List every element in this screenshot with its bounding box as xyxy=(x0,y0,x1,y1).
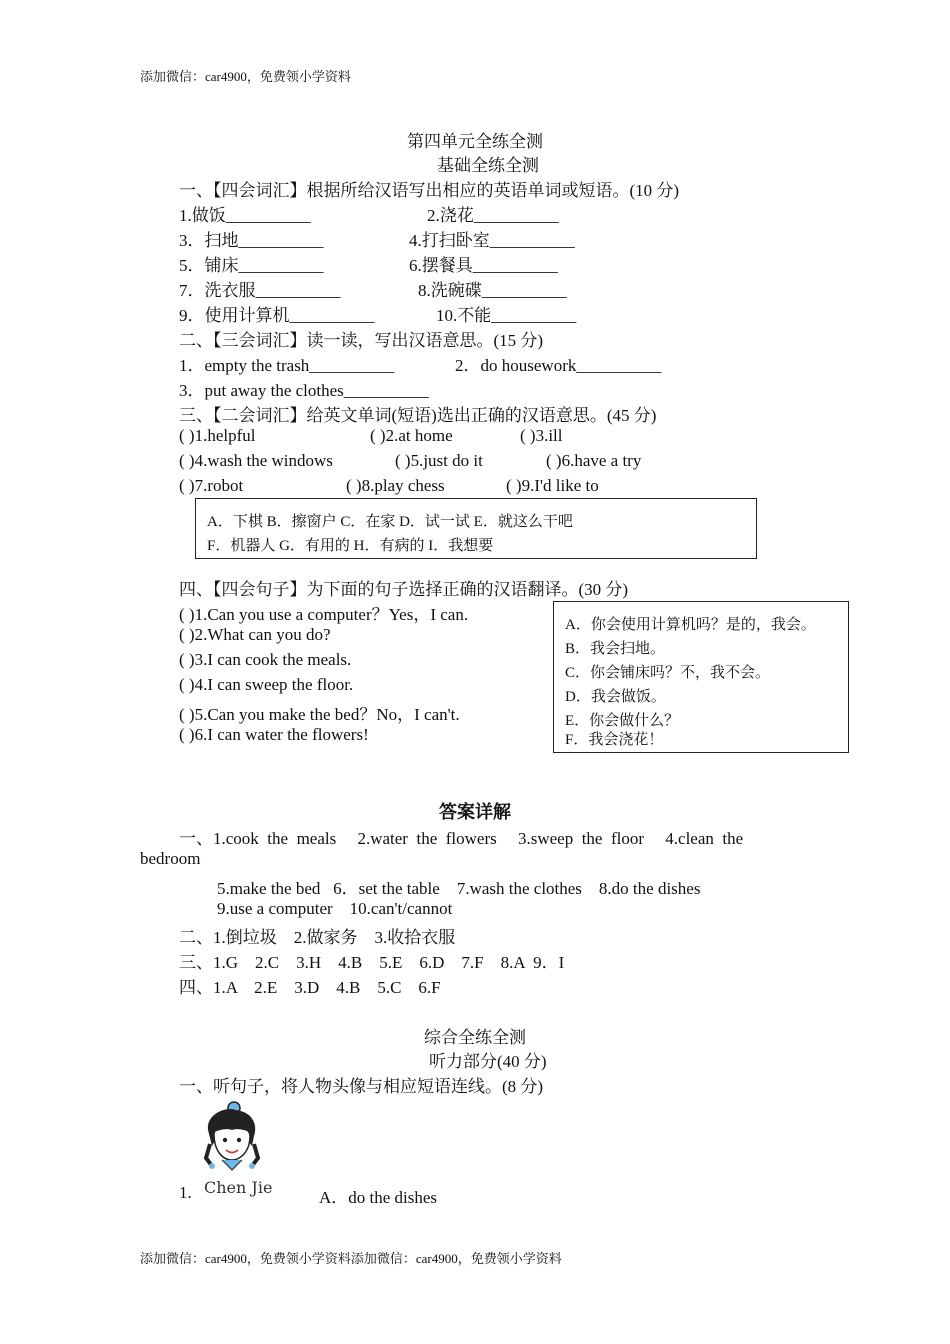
answers-line: bedroom xyxy=(140,849,201,868)
section1-item: 7．洗衣服__________ xyxy=(179,281,341,300)
part2-subtitle: 听力部分(40 分) xyxy=(429,1052,547,1071)
section1-item: 2.浇花__________ xyxy=(427,206,559,225)
girl-avatar-icon xyxy=(196,1100,268,1172)
section4-item: ( )4.I can sweep the floor. xyxy=(179,675,354,694)
avatar-chen-jie xyxy=(196,1100,268,1172)
answers-line: 5.make the bed 6．set the table 7.wash the clothes 8.do the dishes xyxy=(217,879,701,898)
section1-item: 6.摆餐具__________ xyxy=(409,256,558,275)
section3-item: ( )2.at home xyxy=(370,426,453,445)
section1-item: 9．使用计算机__________ xyxy=(179,306,375,325)
section2-item: 3．put away the clothes__________ xyxy=(179,381,429,400)
answers-line: 四、1.A 2.E 3.D 4.B 5.C 6.F xyxy=(179,978,441,997)
page-title: 第四单元全练全测 xyxy=(407,132,543,151)
section1-item: 4.打扫卧室__________ xyxy=(409,231,575,250)
section4-option: A．你会使用计算机吗？是的，我会。 xyxy=(565,617,816,633)
section3-heading: 三、【二会词汇】给英文单词(短语)选出正确的汉语意思。(45 分) xyxy=(179,406,657,425)
part2-title: 综合全练全测 xyxy=(424,1028,526,1047)
answers-line: 二、1.倒垃圾 2.做家务 3.收拾衣服 xyxy=(179,928,456,947)
section3-options-line: F．机器人 G．有用的 H．有病的 I．我想要 xyxy=(207,538,494,554)
part2-heading: 一、听句子，将人物头像与相应短语连线。(8 分) xyxy=(179,1077,544,1096)
section3-options-line: A．下棋 B．擦窗户 C．在家 D．试一试 E．就这么干吧 xyxy=(207,514,573,530)
section4-options-box xyxy=(553,601,849,753)
section4-option: D．我会做饭。 xyxy=(565,689,666,705)
part2-item-number: 1. xyxy=(179,1183,192,1202)
section2-item: 2．do housework__________ xyxy=(455,356,662,375)
answers-line: 三、1.G 2.C 3.H 4.B 5.E 6.D 7.F 8.A 9．I xyxy=(179,953,565,972)
section3-options-box xyxy=(195,498,757,559)
section4-option: E．你会做什么？ xyxy=(565,713,680,729)
section1-item: 8.洗碗碟__________ xyxy=(418,281,567,300)
section4-item: ( )2.What can you do? xyxy=(179,625,331,644)
footer-watermark: 添加微信：car4900，免费领小学资料添加微信：car4900，免费领小学资料 xyxy=(140,1251,562,1266)
section4-option: F．我会浇花！ xyxy=(565,732,664,748)
section2-item: 1．empty the trash__________ xyxy=(179,356,395,375)
page-subtitle: 基础全练全测 xyxy=(437,156,539,175)
section3-item: ( )9.I'd like to xyxy=(506,476,599,495)
section4-option: B．我会扫地。 xyxy=(565,641,666,657)
section3-item: ( )4.wash the windows xyxy=(179,451,333,470)
header-watermark: 添加微信：car4900，免费领小学资料 xyxy=(140,69,351,84)
section4-item: ( )1.Can you use a computer？Yes，I can. xyxy=(179,605,469,624)
section2-heading: 二、【三会词汇】读一读，写出汉语意思。(15 分) xyxy=(179,331,544,350)
answers-line: 一、1.cook the meals 2.water the flowers 3.sweep the floor 4.clean the xyxy=(179,829,744,848)
section3-item: ( )8.play chess xyxy=(346,476,445,495)
part2-option-a: A．do the dishes xyxy=(319,1188,438,1207)
section1-heading: 一、【四会词汇】根据所给汉语写出相应的英语单词或短语。(10 分) xyxy=(179,181,680,200)
section4-heading: 四、【四会句子】为下面的句子选择正确的汉语翻译。(30 分) xyxy=(179,580,629,599)
section3-item: ( )3.ill xyxy=(520,426,563,445)
section1-item: 3．扫地__________ xyxy=(179,231,324,250)
section4-item: ( )6.I can water the flowers! xyxy=(179,725,369,744)
section3-item: ( )7.robot xyxy=(179,476,244,495)
answers-title: 答案详解 xyxy=(439,802,511,822)
section4-item: ( )3.I can cook the meals. xyxy=(179,650,352,669)
answers-line: 9.use a computer 10.can't/cannot xyxy=(217,899,453,918)
section4-option: C．你会铺床吗？不，我不会。 xyxy=(565,665,771,681)
section1-item: 5．铺床__________ xyxy=(179,256,324,275)
section3-item: ( )6.have a try xyxy=(546,451,642,470)
section3-item: ( )5.just do it xyxy=(395,451,483,470)
section1-item: 1.做饭__________ xyxy=(179,206,311,225)
avatar-name-label: Chen Jie xyxy=(204,1178,273,1197)
section4-item: ( )5.Can you make the bed？No，I can't. xyxy=(179,705,460,724)
section1-item: 10.不能__________ xyxy=(436,306,577,325)
section3-item: ( )1.helpful xyxy=(179,426,256,445)
